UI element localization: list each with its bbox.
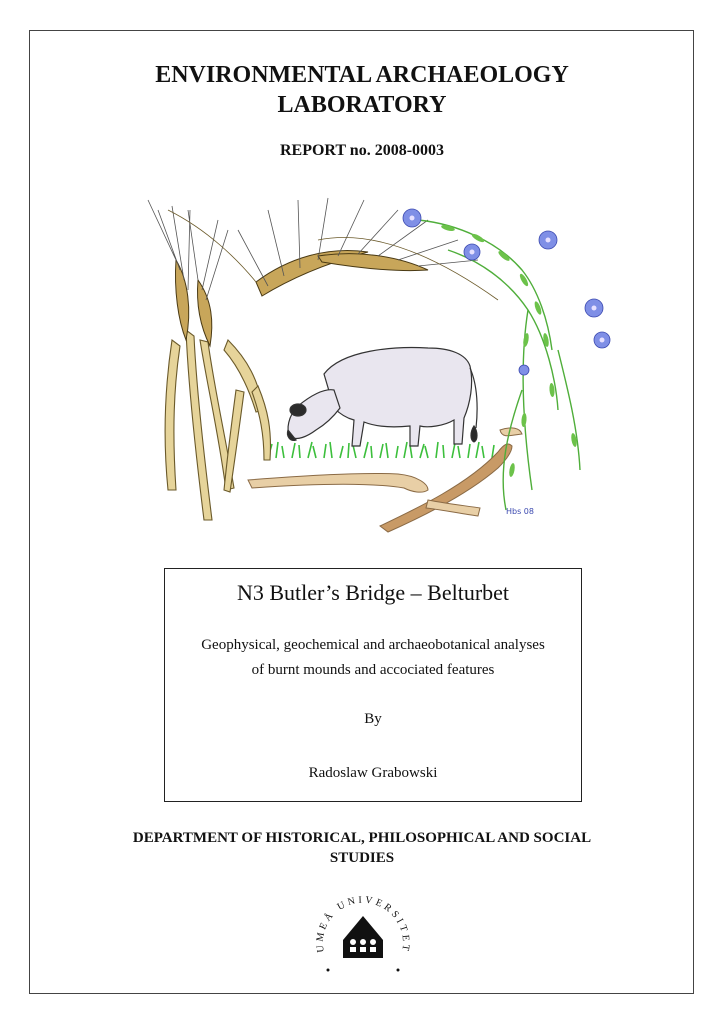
department-name	[60, 828, 664, 868]
wheat-ears	[175, 250, 428, 346]
laboratory-title	[0, 60, 724, 120]
ard-plough	[248, 428, 522, 532]
report-subtitle-line2: of burnt mounds and accociated features	[251, 662, 495, 678]
laboratory-title-line1: ENVIRONMENTAL ARCHAEOLOGY	[155, 62, 569, 88]
report-subtitle-line1: Geophysical, geochemical and archaeobotanical analyses	[201, 637, 545, 653]
wheat-stalks	[165, 330, 270, 520]
seal-text: UMEÅ UNIVERSITET	[314, 894, 412, 955]
cover-illustration	[128, 190, 620, 542]
report-subtitle	[165, 633, 581, 683]
by-label: By	[364, 711, 382, 727]
report-number	[0, 141, 724, 161]
report-info-box	[164, 568, 582, 802]
laboratory-title-line2: LABORATORY	[277, 92, 447, 118]
department-line2: STUDIES	[329, 850, 395, 866]
project-title: N3 Butler’s Bridge – Belturbet	[236, 580, 510, 605]
report-number-value: no. 2008-0003	[349, 142, 445, 159]
university-seal-icon	[308, 880, 418, 980]
author-name: Radoslaw Grabowski	[308, 765, 438, 781]
illustration-signature: Hbs 08	[506, 507, 534, 516]
report-label: REPORT	[279, 142, 346, 159]
flax-flower-centers	[410, 216, 605, 343]
department-line1: DEPARTMENT OF HISTORICAL, PHILOSOPHICAL AND SOCIAL	[132, 830, 592, 846]
cow	[287, 348, 477, 446]
